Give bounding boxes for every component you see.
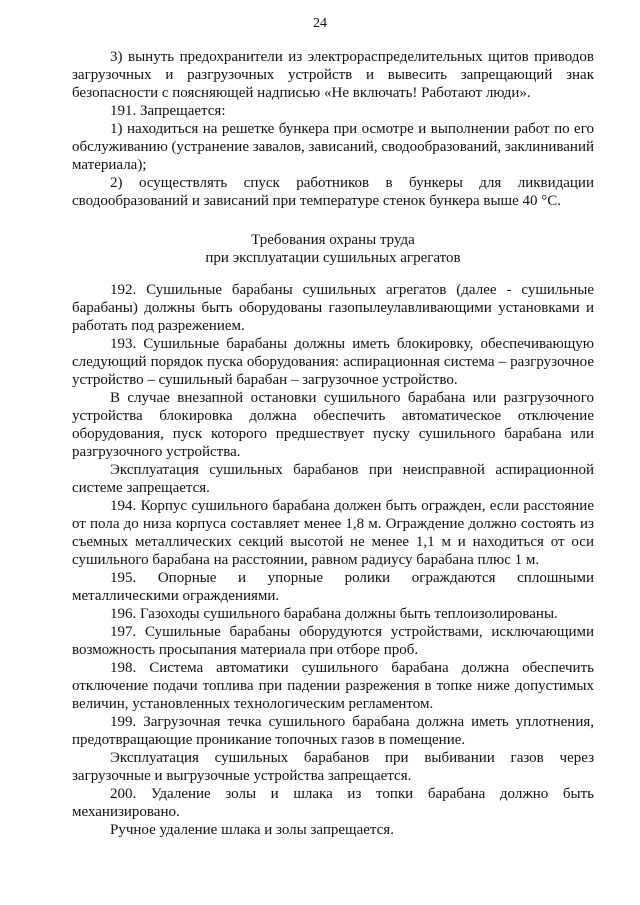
paragraph-192: 192. Сушильные барабаны сушильных агрегатов (далее - сушильные барабаны) должны быть оборудованы газопылеулавливающими установками и работать под разрежением. [72, 282, 594, 334]
paragraph-191-item-2: 2) осуществлять спуск работников в бункеры для ликвидации сводообразований и зависаний при температуре стенок бункера выше 40 °С. [72, 175, 594, 209]
paragraph-193-prohibition: Эксплуатация сушильных барабанов при неисправной аспирационной системе запрещается. [72, 462, 594, 496]
paragraph-198: 198. Система автоматики сушильного барабана должна обеспечить отключение подачи топлива при падении разрежения в топке ниже допустимых величин, установленных технологическим регламентом. [72, 660, 594, 712]
paragraph-195: 195. Опорные и упорные ролики ограждаются сплошными металлическими ограждениями. [72, 570, 594, 604]
section-heading-line-2: при эксплуатации сушильных агрегатов [205, 250, 461, 266]
paragraph-199: 199. Загрузочная течка сушильного барабана должна иметь уплотнения, предотвращающие проникание топочных газов в помещение. [72, 714, 594, 748]
section-heading [72, 231, 594, 267]
paragraph-193: 193. Сушильные барабаны должны иметь блокировку, обеспечивающую следующий порядок пуска оборудования: аспирационная система – разгрузочное устройство – сушильный барабан – загрузочное устройство. [72, 336, 594, 388]
paragraph-193-blocking: В случае внезапной остановки сушильного барабана или разгрузочного устройства блокировка должна обеспечить автоматическое отключение оборудования, пуск которого предшествует пуску сушильного барабана или разгрузочного устройства. [72, 390, 594, 460]
paragraph-item-3: 3) вынуть предохранители из электрораспределительных щитов приводов загрузочных и разгрузочных устройств и вывесить запрещающий знак безопасности с поясняющей надписью «Не включать! Работают люди». [72, 49, 594, 101]
paragraph-200-prohibition: Ручное удаление шлака и золы запрещается. [110, 822, 394, 838]
document-body [72, 48, 594, 839]
paragraph-200: 200. Удаление золы и шлака из топки барабана должно быть механизировано. [72, 786, 594, 820]
paragraph-196: 196. Газоходы сушильного барабана должны быть теплоизолированы. [110, 606, 558, 622]
section-heading-line-1: Требования охраны труда [251, 232, 415, 248]
paragraph-191: 191. Запрещается: [110, 103, 226, 119]
paragraph-197: 197. Сушильные барабаны оборудуются устройствами, исключающими возможность просыпания материала при отборе проб. [72, 624, 594, 658]
paragraph-199-prohibition: Эксплуатация сушильных барабанов при выбивании газов через загрузочные и выгрузочные устройства запрещается. [72, 750, 594, 784]
paragraph-194: 194. Корпус сушильного барабана должен быть огражден, если расстояние от пола до низа корпуса составляет менее 1,8 м. Ограждение должно состоять из съемных металлических секций высотой не менее 1,1 м и находиться от оси сушильного барабана на расстоянии, равном радиусу барабана плюс 1 м. [72, 498, 594, 568]
page-number: 24 [313, 16, 327, 31]
paragraph-191-item-1: 1) находиться на решетке бункера при осмотре и выполнении работ по его обслуживанию (устранение завалов, зависаний, сводообразований, заклиниваний материала); [72, 121, 594, 173]
